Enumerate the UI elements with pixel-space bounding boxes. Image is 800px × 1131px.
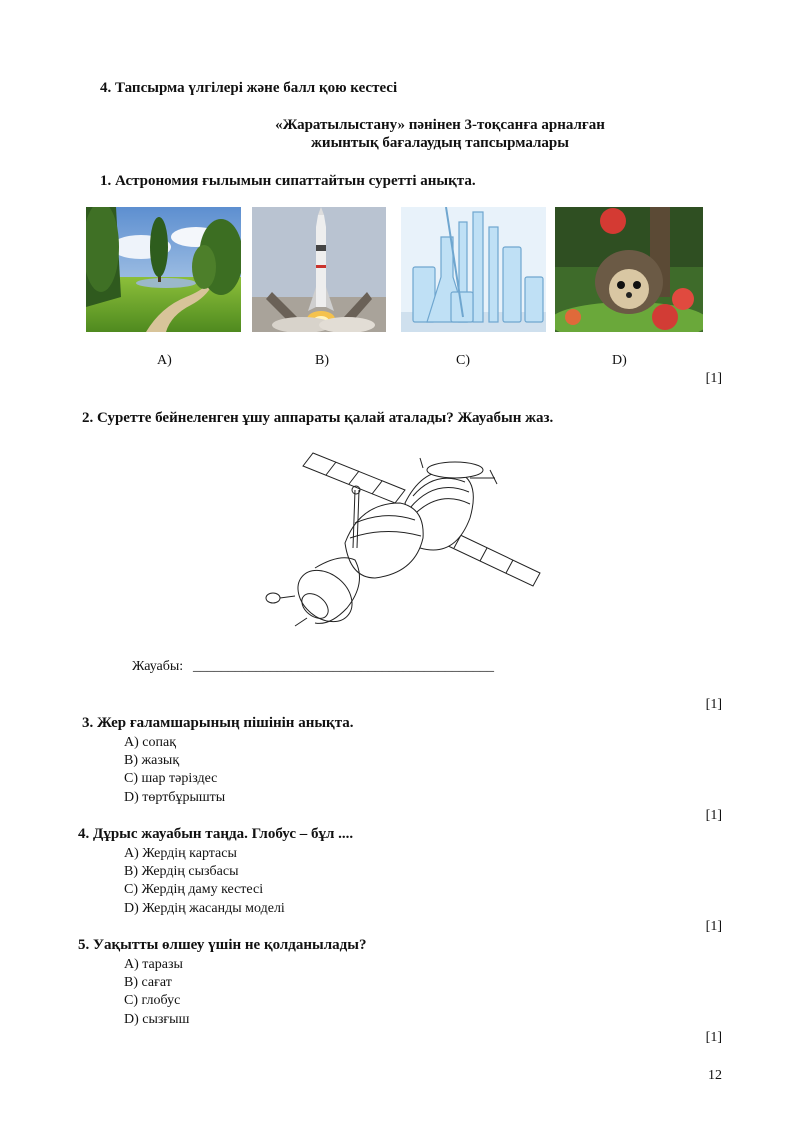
q4-score: [1]: [705, 919, 722, 934]
question-2-text: 2. Суретте бейнеленген ұшу аппараты қалай аталады? Жауабын жаз.: [82, 410, 554, 426]
q4-option-c[interactable]: C) Жердің даму кестесі: [124, 882, 264, 897]
question-5-text: 5. Уақытты өлшеу үшін не қолданылады?: [78, 937, 367, 953]
q5-option-d[interactable]: D) сызғыш: [124, 1012, 190, 1027]
spacecraft-drawing: [255, 448, 555, 638]
question-1-text: 1. Астрономия ғылымын сипаттайтын суретті анықта.: [100, 173, 476, 189]
q1-option-a[interactable]: A): [157, 353, 172, 368]
q4-option-d[interactable]: D) Жердің жасанды моделі: [124, 901, 285, 916]
q4-option-a[interactable]: A) Жердің картасы: [124, 846, 237, 861]
q1-option-d[interactable]: D): [612, 353, 627, 368]
q5-score: [1]: [705, 1030, 722, 1045]
page-number: 12: [708, 1068, 722, 1083]
q2-answer-label: Жауабы:: [132, 659, 184, 674]
q5-option-b[interactable]: B) сағат: [124, 975, 172, 990]
section-heading: 4. Тапсырма үлгілері және балл қою кестесі: [100, 80, 398, 96]
q1-option-c[interactable]: C): [456, 353, 470, 368]
q2-answer-line[interactable]: ___________________________________________: [193, 659, 494, 674]
q3-score: [1]: [705, 808, 722, 823]
q5-option-c[interactable]: C) глобус: [124, 993, 181, 1008]
title-line-1: «Жаратылыстану» пәнінен 3-тоқсанға арналған: [275, 117, 605, 133]
q3-option-d[interactable]: D) төртбұрышты: [124, 790, 226, 805]
landscape-image: [86, 207, 241, 332]
q4-option-b[interactable]: B) Жердің сызбасы: [124, 864, 239, 879]
question-4-text: 4. Дұрыс жауабын таңда. Глобус – бұл ....: [78, 826, 354, 842]
question-3-text: 3. Жер ғаламшарының пішінін анықта.: [82, 715, 354, 731]
q3-option-c[interactable]: C) шар тәріздес: [124, 771, 218, 786]
q1-score: [1]: [705, 371, 722, 386]
rocket-launch-image: [252, 207, 386, 332]
hedgehog-image: [555, 207, 703, 332]
q2-score: [1]: [705, 697, 722, 712]
title-line-2: жиынтық бағалаудың тапсырмалары: [311, 135, 569, 151]
q1-option-b[interactable]: B): [315, 353, 329, 368]
q3-option-b[interactable]: B) жазық: [124, 753, 180, 768]
q3-option-a[interactable]: A) сопақ: [124, 735, 176, 750]
q5-option-a[interactable]: A) таразы: [124, 957, 183, 972]
lab-glassware-image: [401, 207, 546, 332]
